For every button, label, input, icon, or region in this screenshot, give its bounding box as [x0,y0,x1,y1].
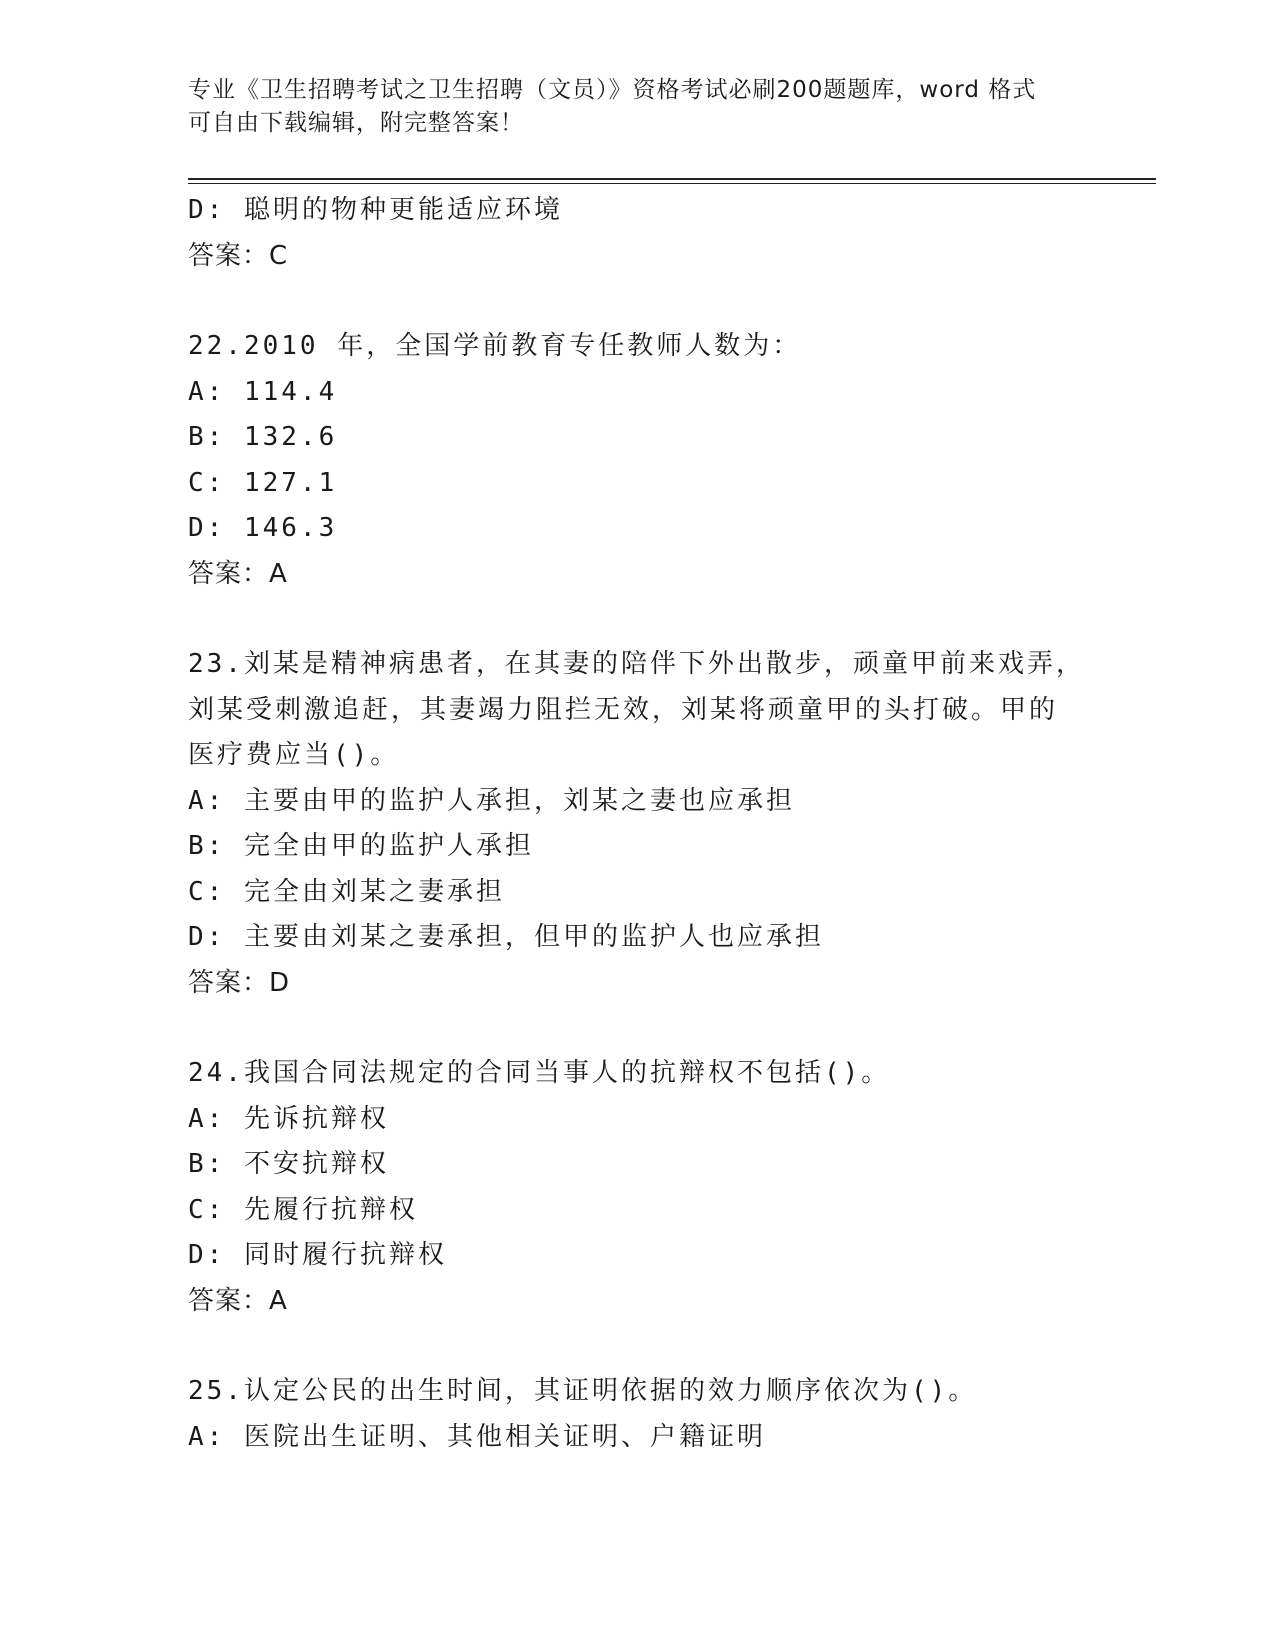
question-24-stem: 24.我国合同法规定的合同当事人的抗辩权不包括()。 [188,1058,891,1088]
question-22-answer: 答案：A [188,558,288,589]
question-24-answer: 答案：A [188,1285,288,1316]
question-24-option-a: A: 先诉抗辩权 [188,1103,389,1134]
question-22-option-d: D: 146.3 [188,513,338,543]
question-23-stem-line-1: 23.刘某是精神病患者，在其妻的陪伴下外出散步，顽童甲前来戏弄， [188,649,1085,679]
question-24-option-b: B: 不安抗辩权 [188,1149,389,1179]
question-22-stem: 22.2010 年，全国学前教育专任教师人数为： [188,331,802,361]
question-23-option-a: A: 主要由甲的监护人承担，刘某之妻也应承担 [188,785,795,816]
question-content [188,188,1088,1460]
question-24-option-c: C: 先履行抗辩权 [188,1194,418,1225]
header-divider-thick [188,178,1156,180]
prev-option-d: D: 聪明的物种更能适应环境 [188,195,563,225]
question-23-option-b: B: 完全由甲的监护人承担 [188,831,534,861]
question-22-option-c: C: 127.1 [188,467,338,498]
header-divider-thin [188,183,1156,184]
question-23-option-c: C: 完全由刘某之妻承担 [188,876,505,907]
question-24-option-d: D: 同时履行抗辩权 [188,1240,447,1270]
spacer [188,1006,1088,1051]
header-line-2: 可自由下载编辑，附完整答案！ [188,110,524,136]
question-22-option-b: B: 132.6 [188,422,338,452]
question-23-answer: 答案：D [188,967,291,998]
question-23-option-d: D: 主要由刘某之妻承担，但甲的监护人也应承担 [188,922,824,952]
question-22-option-a: A: 114.4 [188,376,338,407]
spacer [188,1324,1088,1369]
spacer [188,597,1088,642]
spacer [188,279,1088,324]
question-23-stem-line-3: 医疗费应当()。 [188,740,400,770]
header-line-1: 专业《卫生招聘考试之卫生招聘（文员）》资格考试必刷200题题库，word 格式 [188,77,1037,103]
question-25-option-a: A: 医院出生证明、其他相关证明、户籍证明 [188,1421,766,1452]
prev-answer: 答案：C [188,240,289,271]
question-23-stem-line-2: 刘某受刺激追赶，其妻竭力阻拦无效，刘某将顽童甲的头打破。甲的 [188,694,1059,725]
question-25-stem: 25.认定公民的出生时间，其证明依据的效力顺序依次为()。 [188,1376,978,1406]
page-header [188,74,1078,140]
